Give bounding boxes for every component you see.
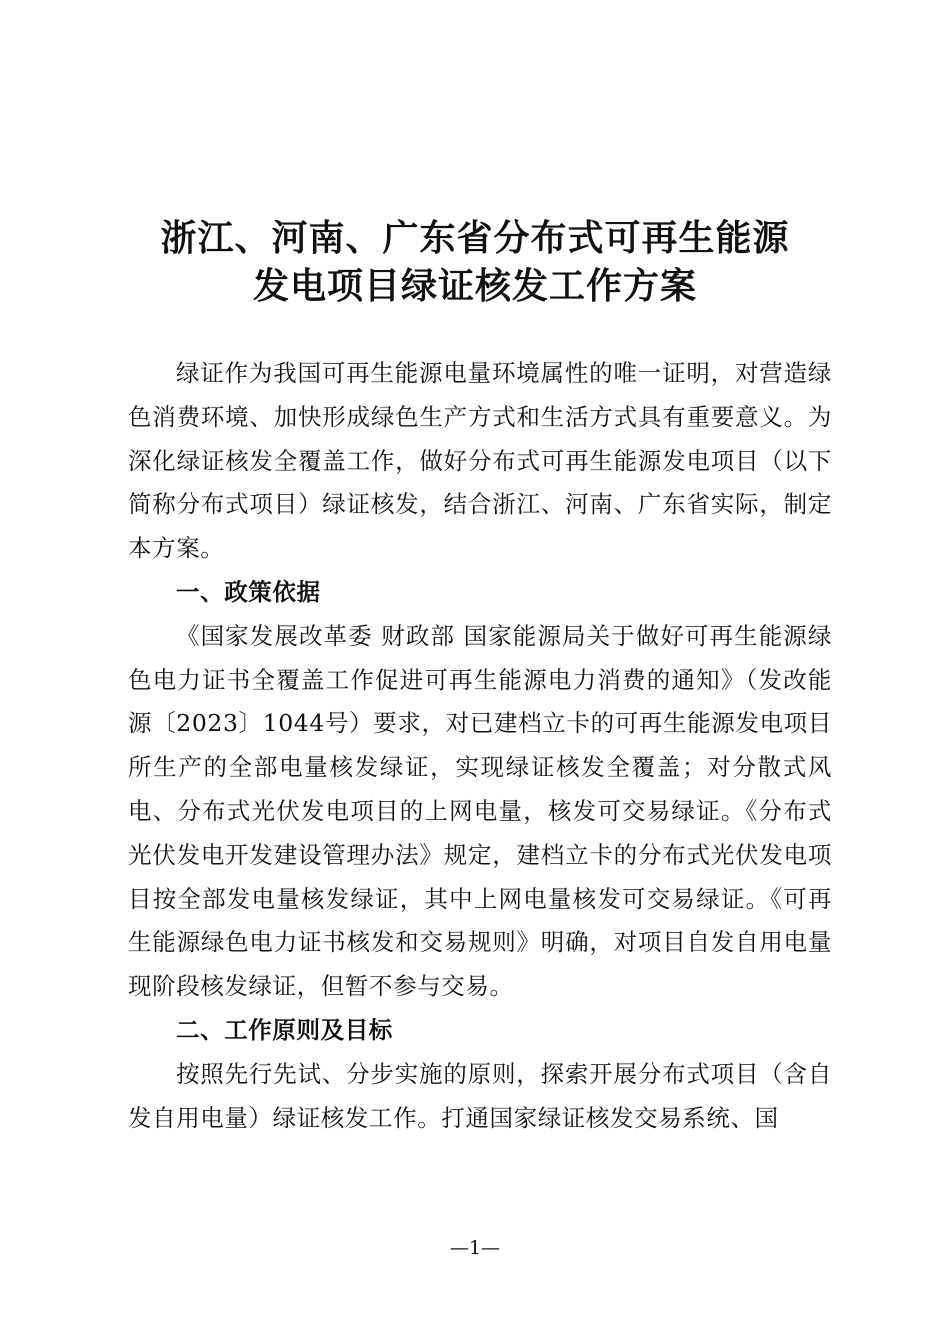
principles-goals-paragraph: 按照先行先试、分步实施的原则，探索开展分布式项目（含自发自用电量）绿证核发工作。打通国家绿证核发交易系统、国 <box>128 1059 832 1132</box>
section-heading-principles-goals: 二、工作原则及目标 <box>176 1015 393 1044</box>
policy-basis-paragraph: 《国家发展改革委 财政部 国家能源局关于做好可再生能源绿色电力证书全覆盖工作促进可再生能源电力消费的通知》（发改能源〔2023〕1044号）要求，对已建档立卡的可再生能源发电项目所生产的全部电量核发绿证，实现绿证核发全覆盖；对分散式风电、分布式光伏发电项目的上网电量，核发可交易绿证。《分布式光伏发电开发建设管理办法》规定，建档立卡的分布式光伏发电项目按全部发电量核发绿证，其中上网电量核发可交易绿证。《可再生能源绿色电力证书核发和交易规则》明确，对项目自发自用电量现阶段核发绿证，但暂不参与交易。 <box>128 621 832 1001</box>
section-heading-policy-basis: 一、政策依据 <box>176 577 321 606</box>
document-body <box>128 352 832 1140</box>
intro-paragraph: 绿证作为我国可再生能源电量环境属性的唯一证明，对营造绿色消费环境、加快形成绿色生产方式和生活方式具有重要意义。为深化绿证核发全覆盖工作，做好分布式可再生能源发电项目（以下简称分布式项目）绿证核发，结合浙江、河南、广东省实际，制定本方案。 <box>128 359 832 563</box>
document-title-line-2: 发电项目绿证核发工作方案 <box>252 266 697 307</box>
document-title-line-1: 浙江、河南、广东省分布式可再生能源 <box>160 218 790 259</box>
page-number: —1— <box>449 1237 501 1259</box>
